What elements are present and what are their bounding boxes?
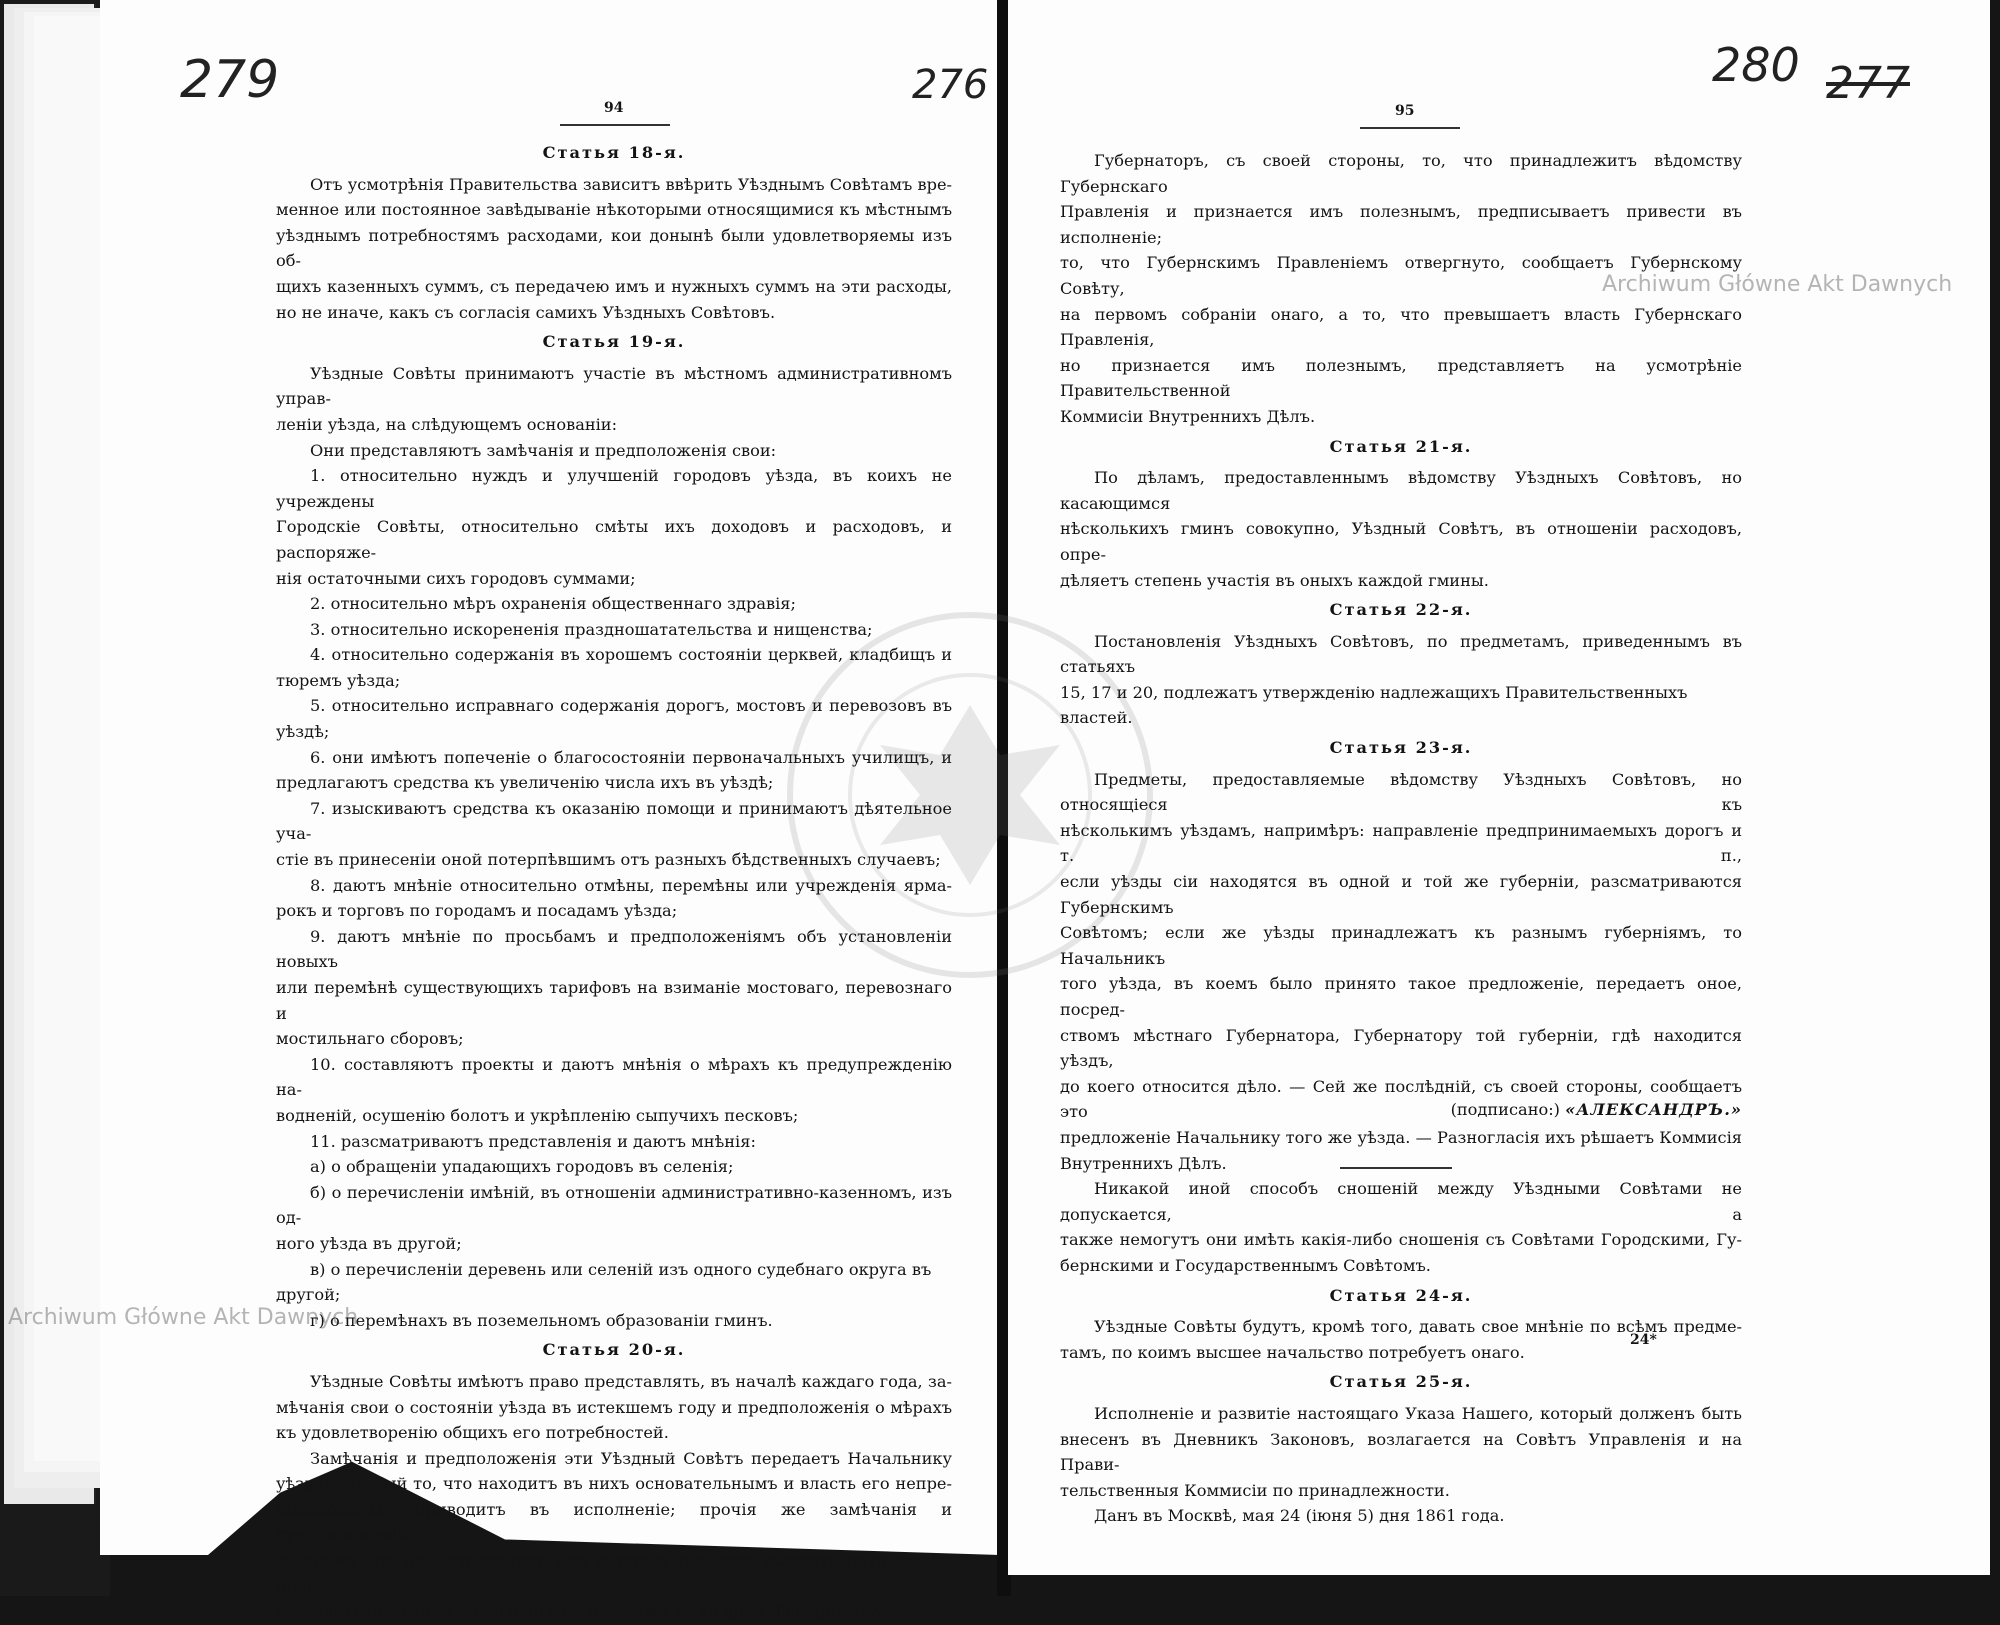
text-line: если уѣзды сіи находятся въ одной и той же губерніи, разсматриваются Губернскимъ [1060,872,1742,917]
text-line: Правленія и признается имъ полезнымъ, предписываетъ привести въ исполненіе; [1060,202,1742,247]
page-stack-edge [0,0,110,1596]
right-page-text [1060,148,1742,1529]
left-page-text [276,136,952,1625]
text-line: Уѣздные Совѣты принимаютъ участіе въ мѣстномъ административномъ управ- [276,363,952,409]
text-line: мѣчанія свои о состояніи уѣзда въ истекшемъ году и предположенія о мѣрахъ [276,1397,952,1417]
text-line: также немогутъ они имѣть какія-либо сношенія съ Совѣтами Городскими, Гу- [1060,1230,1742,1250]
text-line: къ удовлетворенію общихъ его потребностей. [276,1423,669,1443]
closing-rule [1340,1167,1452,1169]
page-number-left: 94 [604,100,624,116]
signature-mark: 24* [1630,1332,1657,1348]
article-heading: Статья 23-я. [1329,738,1473,758]
text-line: тюремъ уѣзда; [276,670,401,690]
article-heading: Статья 21-я. [1329,436,1473,456]
text-line: 10. составляютъ проекты и даютъ мнѣнія о мѣрахъ къ предупрежденію на- [276,1054,952,1100]
text-line: 4. относительно содержанія въ хорошемъ состояніи церквей, кладбищъ и [310,645,952,665]
text-line: 8. даютъ мнѣніе относительно отмѣны, перемѣны или учрежденія ярма- [310,875,952,895]
text-line: нія остаточными сихъ городовъ суммами; [276,568,636,588]
signature-name: «АЛЕКСАНДРЪ.» [1565,1100,1742,1119]
article-heading: Статья 22-я. [1329,600,1473,620]
text-line: б) о перечисленіи имѣній, въ отношеніи административно-казенномъ, изъ од- [276,1182,952,1228]
text-line: того уѣзда, въ коемъ было принято такое предложеніе, передаетъ оное, посред- [1060,974,1742,1019]
text-line: Губернаторъ, съ своей стороны, то, что принадлежитъ вѣдомству Губернскаго [1060,151,1742,196]
text-line: По дѣламъ, предоставленнымъ вѣдомству Уѣздныхъ Совѣтовъ, но касающимся [1060,468,1742,513]
handwritten-page-number-left: 276 [912,62,989,108]
text-line: предложеніе Начальнику того же уѣзда. — Разногласія ихъ рѣшаетъ Коммисія [1060,1127,1742,1147]
page-number-right: 95 [1395,103,1415,119]
article-heading: Статья 20-я. [542,1340,686,1360]
signature-prefix: (подписано:) [1450,1100,1560,1119]
article-heading: Статья 25-я. [1329,1372,1473,1392]
text-line: или перемѣнѣ существующихъ тарифовъ на взиманіе мостоваго, перевознаго и [276,978,952,1023]
text-line: Отъ усмотрѣнія Правительства зависитъ ввѣрить Уѣзднымъ Совѣтамъ вре- [310,174,952,194]
text-line: Они представляютъ замѣчанія и предположенія свои: [310,440,777,460]
text-line: стіе въ принесеніи оной потерпѣвшимъ отъ разныхъ бѣдственныхъ случаевъ; [276,850,941,870]
text-line: вышающимъ, приводитъ въ исполненіе; прочія же замѣчанія и предположенія, [276,1499,952,1545]
text-line: Коммисіи Внутреннихъ Дѣлъ. [1060,406,1316,426]
text-line: но признается имъ полезнымъ, представляетъ на усмотрѣніе Правительственной [1060,355,1742,401]
text-line: 11. разсматриваютъ представленія и даютъ мнѣнія: [310,1131,756,1151]
handwritten-number-left: 279 [180,50,280,110]
text-line: уѣздѣ; [276,722,330,742]
text-line: 2. относительно мѣръ охраненія общественнаго здравія; [310,594,796,614]
handwritten-number-right: 280 [1712,38,1800,92]
text-line: 9. даютъ мнѣніе по просьбамъ и предположеніямъ объ установленіи новыхъ [276,926,952,972]
text-line: на первомъ собраніи онаго, а то, что превышаетъ власть Губернскаго Правленія, [1060,304,1742,350]
text-line: Никакой иной способъ сношеній между Уѣздными Совѣтами не допускается, а [1060,1179,1742,1224]
text-line: Совѣтомъ; если же уѣзды принадлежатъ къ разнымъ губерніямъ, то Начальникъ [1060,923,1742,968]
text-line: ствомъ мѣстнаго Губернатора, Губернатору той губерніи, гдѣ находится уѣздъ, [1060,1025,1742,1071]
text-line: Городскіе Совѣты, относительно смѣты ихъ доходовъ и расходовъ, и распоряже- [276,517,952,562]
text-line: нѣсколькихъ гминъ совокупно, Уѣздный Совѣтъ, въ отношеніи расходовъ, опре- [1060,519,1742,564]
text-line: внесенъ въ Дневникъ Законовъ, возлагается на Совѣтъ Управленія и на Прави- [1060,1429,1742,1475]
text-line: г) о перемѣнахъ въ поземельномъ образованіи гминъ. [310,1310,773,1330]
text-line: Данъ въ Москвѣ, мая 24 (іюня 5) дня 1861 года. [1094,1506,1505,1526]
text-line: Постановленія Уѣздныхъ Совѣтовъ, по предметамъ, приведеннымъ въ статьяхъ [1060,631,1742,677]
article-heading: Статья 19-я. [542,332,686,352]
article-heading: Статья 18-я. [542,143,686,162]
text-line: 5. относительно исправнаго содержанія дорогъ, мостовъ и перевозовъ въ [310,696,952,716]
text-line: нѣсколькимъ уѣздамъ, напримѣръ: направленіе предпринимаемыхъ дорогъ и т. п., [1060,820,1742,866]
text-line: менное или постоянное завѣдываніе нѣкоторыми относящимися къ мѣстнымъ [276,200,952,220]
archive-watermark-left: Archiwum Główne Akt Dawnych [8,1305,359,1330]
text-line: но не иначе, какъ съ согласія самихъ Уѣздныхъ Совѣтовъ. [276,302,776,322]
text-line: ного уѣзда въ другой; [276,1233,462,1253]
text-line: тельственныя Коммисіи по принадлежности. [1060,1480,1450,1500]
header-rule-left [560,124,670,126]
signature-line [1060,1097,1802,1123]
archive-watermark-right: Archiwum Główne Akt Dawnych [1602,272,1953,297]
text-line: до коего относится дѣло. — Сей же послѣдній, съ своей стороны, сообщаетъ это [1060,1076,1742,1122]
text-line: в) о перечисленіи деревень или селеній изъ одного судебнаго округа въ другой; [276,1259,932,1305]
text-line: 3. относительно искорененія праздношатательства и нищенства; [310,619,873,639]
text-line: мостильнаго сборовъ; [276,1029,464,1049]
text-line: Исполненіе и развитіе настоящаго Указа Нашего, который долженъ быть [1094,1403,1742,1423]
text-line: предлагаютъ средства къ увеличенію числа ихъ въ уѣздѣ; [276,773,774,793]
text-line: 7. изыскиваютъ средства къ оказанію помощи и принимаютъ дѣятельное уча- [276,798,952,844]
text-line: ставляетъ съ своими объясненіями, не позже 15-ти дней, Губернатору. [276,1602,890,1622]
text-line: бернскими и Государственнымъ Совѣтомъ. [1060,1255,1431,1275]
text-line: Внутреннихъ Дѣлъ. [1060,1153,1227,1173]
text-line: уѣзда, который то, что находитъ въ нихъ основательнымъ и власть его непре- [276,1474,952,1494]
text-line: Уѣздные Совѣты имѣютъ право представлять, въ началѣ каждаго года, за- [310,1371,952,1391]
text-line: 6. они имѣютъ попеченіе о благосостояніи первоначальныхъ училищъ, и [310,747,952,767]
text-line: Предметы, предоставляемые вѣдомству Уѣздныхъ Совѣтовъ, но относящіеся къ [1060,769,1742,815]
text-line: съ коими онъ не соглашается, или которыя требуютъ высшаго разрѣшенія, пред- [276,1551,952,1596]
text-line: уѣзднымъ потребностямъ расходами, кои донынѣ были удовлетворяемы изъ об- [276,225,952,271]
text-line: рокъ и торговъ по городамъ и посадамъ уѣзда; [276,901,678,921]
text-line: щихъ казенныхъ суммъ, съ передачею имъ и нужныхъ суммъ на эти расходы, [276,276,952,296]
text-line: а) о обращеніи упадающихъ городовъ въ селенія; [310,1157,734,1177]
text-line: тамъ, по коимъ высшее начальство потребуетъ онаго. [1060,1342,1525,1362]
text-line: дѣляетъ степень участія въ оныхъ каждой гмины. [1060,570,1489,590]
header-rule-right [1360,127,1460,129]
text-line: то, что Губернскимъ Правленіемъ отвергнуто, сообщаетъ Губернскому Совѣту, [1060,253,1742,298]
text-line: Замѣчанія и предположенія эти Уѣздный Совѣтъ передаетъ Начальнику [310,1448,952,1468]
text-line: леніи уѣзда, на слѣдующемъ основаніи: [276,414,618,434]
text-line: 1. относительно нуждъ и улучшеній городовъ уѣзда, въ коихъ не учреждены [276,466,952,511]
handwritten-page-number-right: 277 [1826,58,1910,109]
article-heading: Статья 24-я. [1329,1285,1473,1305]
text-line: Уѣздные Совѣты будутъ, кромѣ того, давать свое мнѣніе по всѣмъ предме- [1094,1317,1742,1337]
text-line: 15, 17 и 20, подлежатъ утвержденію надлежащихъ Правительственныхъ властей. [1060,682,1688,728]
text-line: водненій, осушенію болотъ и укрѣпленію сыпучихъ песковъ; [276,1105,799,1125]
